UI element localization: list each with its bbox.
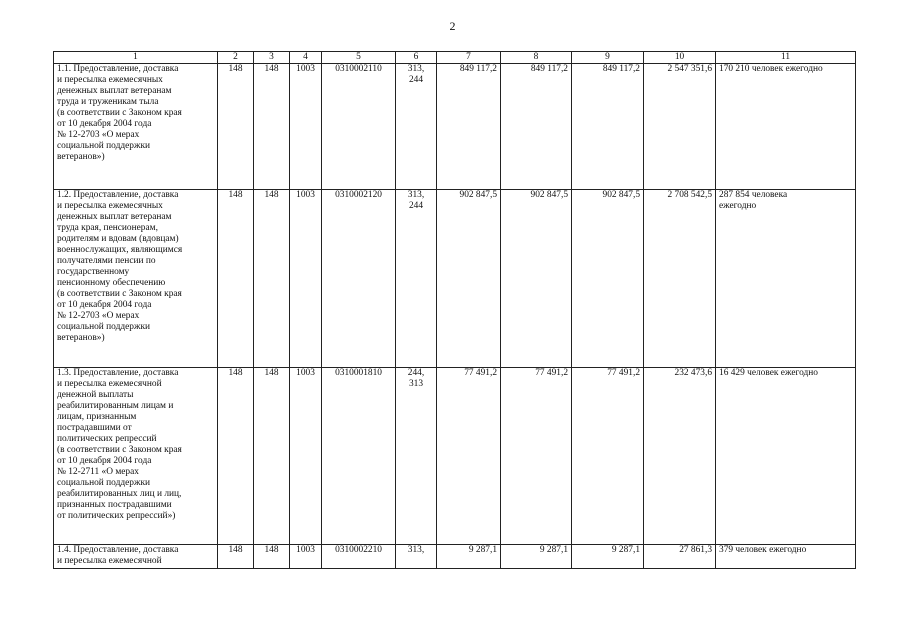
row-description: 1.4. Предоставление, доставка и пересылка ежемесячной — [54, 545, 218, 569]
header-row — [54, 52, 856, 64]
table-row — [54, 64, 856, 190]
cell-col-4: 1003 — [290, 368, 322, 545]
cell-col-6: 313, 244 — [396, 190, 437, 368]
cell-col-2: 148 — [218, 190, 254, 368]
cell-col-4: 1003 — [290, 190, 322, 368]
cell-col-5: 0310002210 — [322, 545, 396, 569]
column-header: 8 — [501, 52, 572, 64]
cell-col-3: 148 — [254, 190, 290, 368]
cell-col-9: 902 847,5 — [572, 190, 644, 368]
cell-col-10: 2 547 351,6 — [644, 64, 716, 190]
cell-col-11: 170 210 человек ежегодно — [716, 64, 856, 190]
cell-col-7: 902 847,5 — [437, 190, 501, 368]
cell-col-4: 1003 — [290, 545, 322, 569]
column-header: 4 — [290, 52, 322, 64]
cell-col-10: 2 708 542,5 — [644, 190, 716, 368]
cell-col-2: 148 — [218, 64, 254, 190]
cell-col-2: 148 — [218, 545, 254, 569]
cell-col-11: 16 429 человек ежегодно — [716, 368, 856, 545]
cell-col-5: 0310002120 — [322, 190, 396, 368]
page-number: 2 — [449, 19, 456, 33]
row-description: 1.1. Предоставление, доставка и пересылка ежемесячных денежных выплат ветеранам труда и труженикам тыла (в соответствии с Законом края от 10 декабря 2004 года № 12-2703 «О мерах социальной поддержки ветеранов») — [54, 64, 218, 190]
cell-col-7: 77 491,2 — [437, 368, 501, 545]
column-header: 9 — [572, 52, 644, 64]
table-row — [54, 545, 856, 569]
cell-col-8: 77 491,2 — [501, 368, 572, 545]
cell-col-3: 148 — [254, 64, 290, 190]
column-header: 10 — [644, 52, 716, 64]
cell-col-8: 9 287,1 — [501, 545, 572, 569]
cell-col-9: 77 491,2 — [572, 368, 644, 545]
cell-col-9: 849 117,2 — [572, 64, 644, 190]
column-header: 3 — [254, 52, 290, 64]
budget-table — [53, 51, 856, 569]
cell-col-3: 148 — [254, 545, 290, 569]
cell-col-2: 148 — [218, 368, 254, 545]
cell-col-6: 313, 244 — [396, 64, 437, 190]
column-header: 7 — [437, 52, 501, 64]
table-row — [54, 190, 856, 368]
cell-col-11: 379 человек ежегодно — [716, 545, 856, 569]
cell-col-6: 313, — [396, 545, 437, 569]
cell-col-9: 9 287,1 — [572, 545, 644, 569]
column-header: 11 — [716, 52, 856, 64]
cell-col-8: 902 847,5 — [501, 190, 572, 368]
cell-col-8: 849 117,2 — [501, 64, 572, 190]
cell-col-11: 287 854 человека ежегодно — [716, 190, 856, 368]
cell-col-6: 244, 313 — [396, 368, 437, 545]
table-row — [54, 368, 856, 545]
cell-col-4: 1003 — [290, 64, 322, 190]
column-header: 1 — [54, 52, 218, 64]
column-header: 5 — [322, 52, 396, 64]
column-header: 2 — [218, 52, 254, 64]
cell-col-10: 27 861,3 — [644, 545, 716, 569]
cell-col-10: 232 473,6 — [644, 368, 716, 545]
column-header: 6 — [396, 52, 437, 64]
cell-col-7: 9 287,1 — [437, 545, 501, 569]
cell-col-7: 849 117,2 — [437, 64, 501, 190]
cell-col-5: 0310002110 — [322, 64, 396, 190]
row-description: 1.2. Предоставление, доставка и пересылка ежемесячных денежных выплат ветеранам труда края, пенсионерам, родителям и вдовам (вдовцам) военнослужащих, являющимся получателями пенсии по государственному пенсионному обеспечению (в соответствии с Законом края от 10 декабря 2004 года № 12-2703 «О мерах социальной поддержки ветеранов») — [54, 190, 218, 368]
cell-col-5: 0310001810 — [322, 368, 396, 545]
row-description: 1.3. Предоставление, доставка и пересылка ежемесячной денежной выплаты реабилитированным лицам и лицам, признанным пострадавшими от политических репрессий (в соответствии с Законом края от 10 декабря 2004 года № 12-2711 «О мерах социальной поддержки реабилитированных лиц и лиц, признанных пострадавшими от политических репрессий») — [54, 368, 218, 545]
cell-col-3: 148 — [254, 368, 290, 545]
